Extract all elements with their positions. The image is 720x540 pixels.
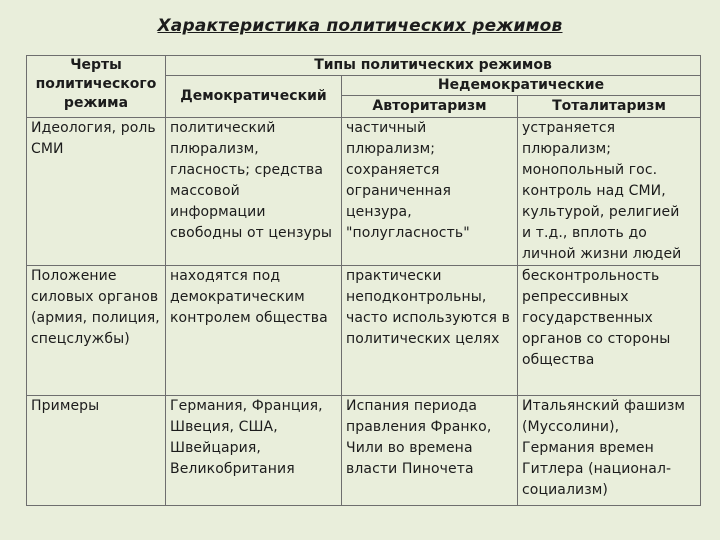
totalitarian-cell: устраняется плюрализм; монопольный гос. контроль над СМИ, культурой, религией и т.д., вплоть до личной жизни людей	[518, 118, 701, 266]
totalitarian-cell: Итальянский фашизм (Муссолини), Германия времен Гитлера (национал- социализм)	[518, 396, 701, 506]
authoritarian-header: Авторитаризм	[342, 96, 518, 118]
democratic-cell: находятся под демократическим контролем общества	[166, 266, 342, 396]
feature-cell: Положение силовых органов (армия, полиция, спецслужбы)	[27, 266, 166, 396]
table-row	[27, 118, 701, 266]
feature-cell: Идеология, роль СМИ	[27, 118, 166, 266]
authoritarian-cell: частичный плюрализм; сохраняется ограниченная цензура, "полугласность"	[342, 118, 518, 266]
totalitarian-cell: бесконтрольность репрессивных государственных органов со стороны общества	[518, 266, 701, 396]
header-row-1	[27, 56, 701, 76]
features-header: Черты политического режима	[27, 56, 166, 118]
democratic-cell: Германия, Франция, Швеция, США, Швейцария, Великобритания	[166, 396, 342, 506]
political-regimes-table	[26, 55, 701, 506]
page-title: Характеристика политических режимов	[157, 16, 563, 36]
democratic-header: Демократический	[166, 76, 342, 118]
feature-cell: Примеры	[27, 396, 166, 506]
regime-types-header: Типы политических режимов	[166, 56, 701, 76]
authoritarian-cell: Испания периода правления Франко, Чили во времена власти Пиночета	[342, 396, 518, 506]
totalitarian-header: Тоталитаризм	[518, 96, 701, 118]
democratic-cell: политический плюрализм, гласность; средства массовой информации свободны от цензуры	[166, 118, 342, 266]
nondemocratic-header: Недемократические	[342, 76, 701, 96]
authoritarian-cell: практически неподконтрольны, часто используются в политических целях	[342, 266, 518, 396]
table-row	[27, 266, 701, 396]
table-row	[27, 396, 701, 506]
